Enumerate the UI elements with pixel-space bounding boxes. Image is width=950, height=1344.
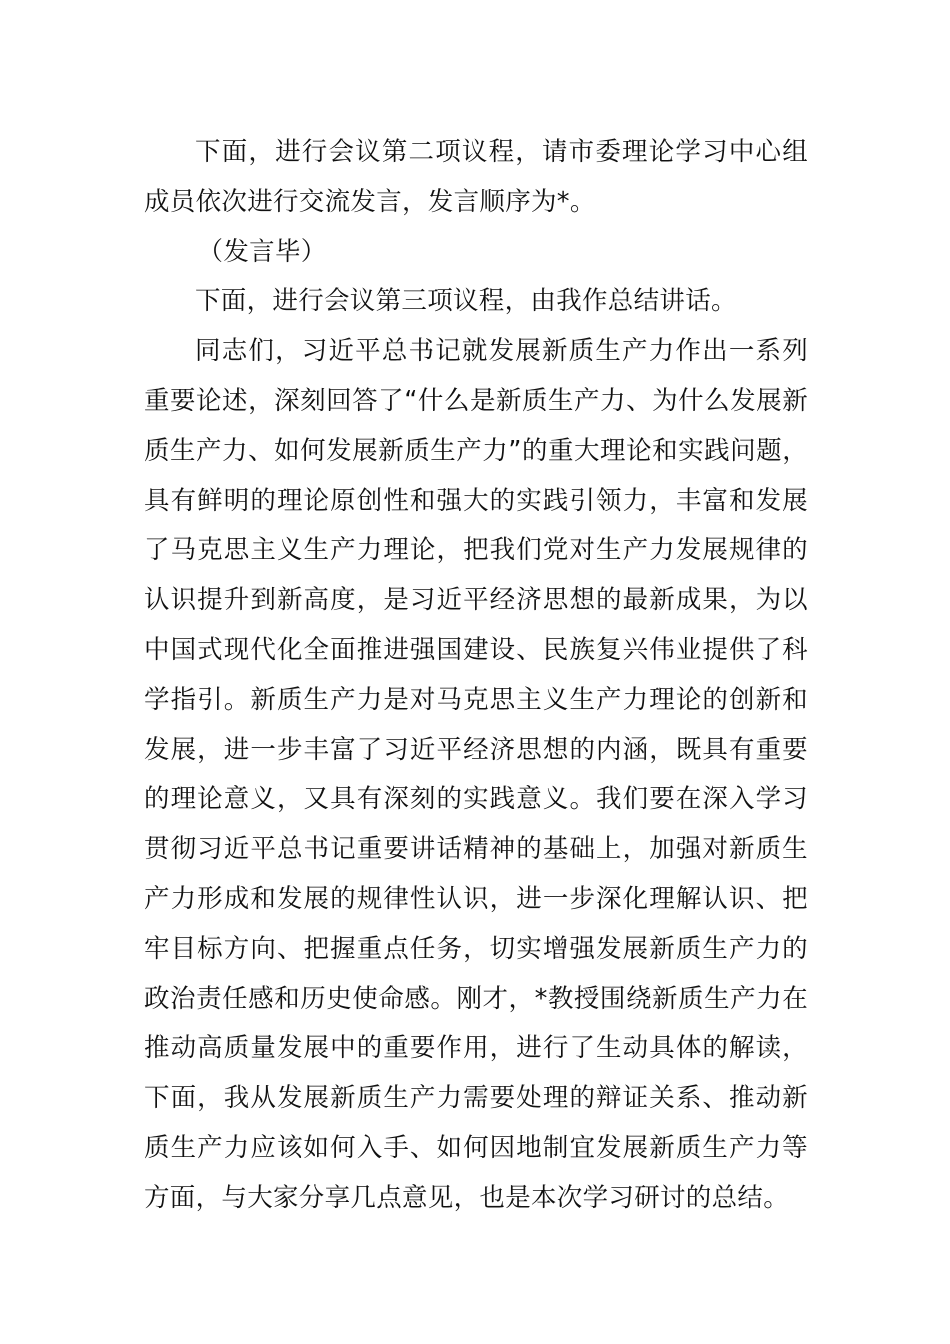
paragraph-agenda-item-three: 下面，进行会议第三项议程，由我作总结讲话。 — [195, 286, 737, 317]
paragraph-summary-speech: 同志们，习近平总书记就发展新质生产力作出一系列重要论述，深刻回答了“什么是新质生产力、为什么发展新质生产力、如何发展新质生产力”的重大理论和实践问题，具有鲜明的理论原创性和强大的实践引领力，丰富和发展了马克思主义生产力理论，把我们党对生产力发展规律的认识提升到新高度，是习近平经济思想的最新成果，为以中国式现代化全面推进强国建设、民族复兴伟业提供了科学指引。新质生产力是对马克思主义生产力理论的创新和发展，进一步丰富了习近平经济思想的内涵，既具有重要的理论意义，又具有深刻的实践意义。我们要在深入学习贯彻习近平总书记重要讲话精神的基础上，加强对新质生产力形成和发展的规律性认识，进一步深化理解认识、把牢目标方向、把握重点任务，切实增强发展新质生产力的政治责任感和历史使命感。刚才，*教授围绕新质生产力在推动高质量发展中的重要作用，进行了生动具体的解读，下面，我从发展新质生产力需要处理的辩证关系、推动新质生产力应该如何入手、如何因地制宜发展新质生产力等方面，与大家分享几点意见，也是本次学习研讨的总结。 — [144, 336, 808, 1213]
paragraph-speech-end-note: （发言毕） — [197, 236, 327, 267]
paragraph-agenda-item-two: 下面，进行会议第二项议程，请市委理论学习中心组成员依次进行交流发言，发言顺序为*。 — [144, 137, 808, 217]
document-body — [144, 128, 808, 1224]
